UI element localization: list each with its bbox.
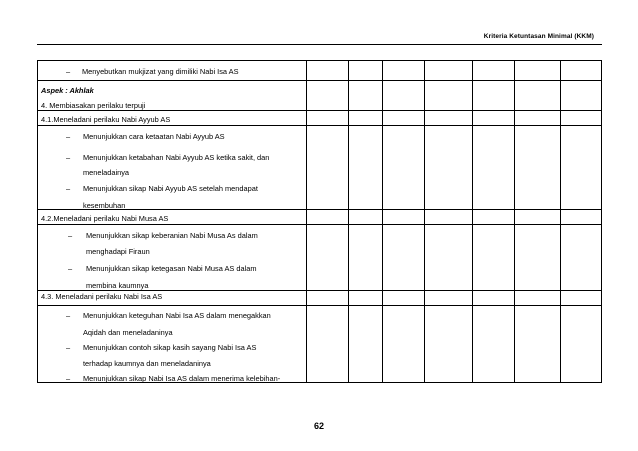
list-dash: – xyxy=(66,132,71,141)
criteria-item: Menyebutkan mukjizat yang dimiliki Nabi Isa AS xyxy=(82,67,239,76)
list-dash: – xyxy=(68,264,73,273)
criteria-item-continued: terhadap kaumnya dan meneladaninya xyxy=(83,359,211,368)
row-divider xyxy=(38,305,601,306)
page-number: 62 xyxy=(313,421,324,431)
criteria-item-continued: kesembuhan xyxy=(83,201,126,210)
list-dash: – xyxy=(66,67,71,76)
list-dash: – xyxy=(66,153,71,162)
criteria-item: Menunjukkan sikap Nabi Ayyub AS setelah mendapat xyxy=(83,184,258,193)
list-dash: – xyxy=(66,374,71,383)
row-divider xyxy=(38,224,601,225)
document-header: Kriteria Ketuntasan Minimal (KKM) xyxy=(483,33,594,40)
criteria-item: Menunjukkan sikap keberanian Nabi Musa As dalam xyxy=(86,231,258,240)
row-divider xyxy=(38,125,601,126)
list-dash: – xyxy=(68,231,73,240)
criteria-item: Menunjukkan sikap Nabi Isa AS dalam menerima kelebihan- xyxy=(83,374,281,383)
row-divider xyxy=(38,290,601,291)
criteria-item-continued: menghadapi Firaun xyxy=(86,247,150,256)
row-divider xyxy=(38,80,601,81)
criteria-item-continued: meneladainya xyxy=(83,168,130,177)
criteria-item: Menunjukkan contoh sikap kasih sayang Nabi Isa AS xyxy=(83,343,257,352)
header-divider xyxy=(37,44,602,45)
aspect-heading: Aspek : Akhlak xyxy=(41,86,94,95)
criteria-item: Menunjukkan sikap ketegasan Nabi Musa AS dalam xyxy=(86,264,257,273)
criteria-item-continued: membina kaumnya xyxy=(86,281,149,290)
list-dash: – xyxy=(66,184,71,193)
list-dash: – xyxy=(66,343,71,352)
section-heading: 4.2.Meneladani perilaku Nabi Musa AS xyxy=(41,214,169,223)
criteria-item: Menunjukkan ketabahan Nabi Ayyub AS ketika sakit, dan xyxy=(83,153,270,162)
criteria-table xyxy=(37,60,602,383)
section-heading: 4.3. Meneladani perilaku Nabi Isa AS xyxy=(41,292,163,301)
criteria-item: Menunjukkan cara ketaatan Nabi Ayyub AS xyxy=(83,132,225,141)
section-heading: 4.1.Meneladani perilaku Nabi Ayyub AS xyxy=(41,115,171,124)
criteria-item-continued: Aqidah dan meneladaninya xyxy=(83,328,173,337)
row-divider xyxy=(38,110,601,111)
list-dash: – xyxy=(66,311,71,320)
competency-heading: 4. Membiasakan perilaku terpuji xyxy=(41,101,146,110)
criteria-item: Menunjukkan keteguhan Nabi Isa AS dalam menegakkan xyxy=(83,311,271,320)
